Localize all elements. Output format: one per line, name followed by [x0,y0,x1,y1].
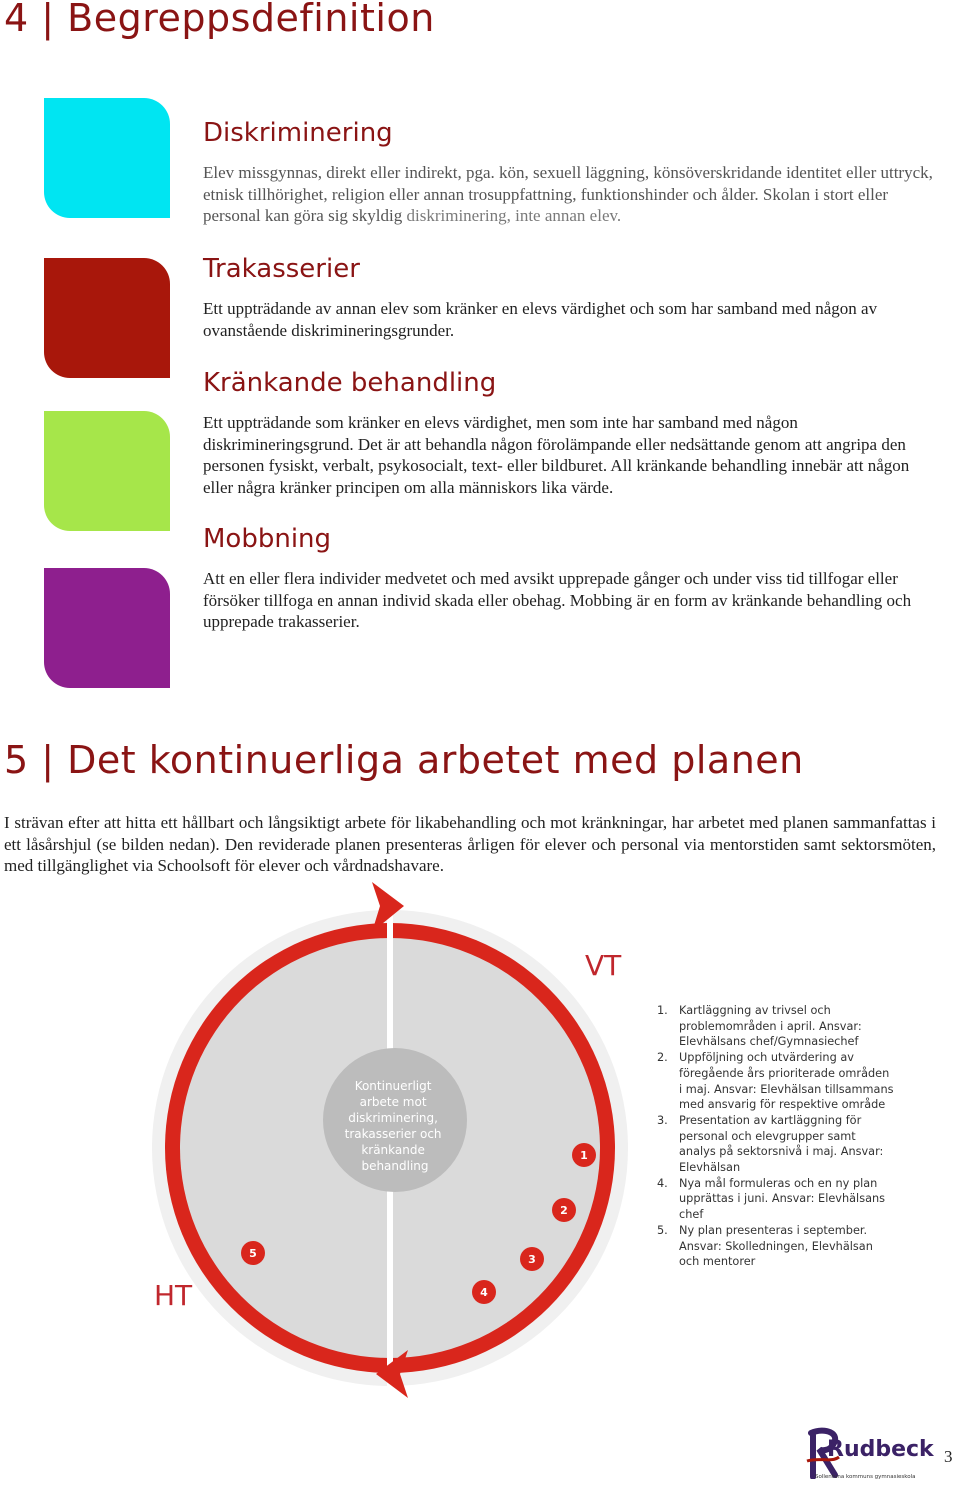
wheel-steps-list [655,1003,895,1270]
definition-diskriminering [203,118,933,227]
definition-text: Ett uppträdande av annan elev som kränker en elevs värdighet och som har samband med någon av ovanstående diskrimineringsgrunder. [203,299,878,340]
center-line: arbete mot [359,1095,427,1109]
definition-title: Kränkande behandling [203,368,497,398]
center-line: behandling [361,1159,429,1173]
definition-trakasserier [203,254,933,341]
label-ht: HT [154,1279,193,1312]
step-text: Presentation av kartläggning för personal och elevgrupper samt analys på sektorsnivå i maj. Ansvar: Elevhälsan [679,1113,884,1175]
step-number: 5. [657,1223,668,1237]
definition-mobbning [203,524,933,633]
rudbeck-logo [805,1425,934,1485]
step-number: 3. [657,1113,668,1127]
wheel-step [655,1003,895,1050]
page-number: 3 [944,1447,953,1466]
wheel-step [655,1050,895,1113]
wheel-step [655,1113,895,1176]
section-5-intro: I strävan efter att hitta ett hållbart och långsiktigt arbete för likabehandling och mot kränkningar, har arbetet med planen sammanfattas i ett låsårshjul (se bilden nedan). Den reviderade planen presenteras årligen för elever och personal via mentorstiden samt sektorsmöten, med tillgänglighet via Schoolsoft för elever och vårdnadshavare. [4,813,936,875]
definition-text [203,162,933,227]
center-line: trakasserier och [344,1127,442,1141]
definition-text-grey: diskriminering, inte annan elev. [406,206,622,225]
marker-label: 1 [580,1149,588,1162]
step-text: Uppföljning och utvärdering av föregående års prioriterade områden i maj. Ansvar: Elevhälsan tillsammans med ansvarig för respektive område [679,1051,894,1112]
definition-text: Ett uppträdande som kränker en elevs värdighet, men som inte har samband med någon diskrimineringsgrund. Det är att behandla någon förolämpande eller nedsättande genom att angripa den personen fysiskt, verbalt, psykosocialt, text- eller bildburet. All kränkande behandling innebär att någon eller några kränker principen om alla människors lika värde. [203,413,910,497]
logo-tagline: Sollentuna kommuns gymnasieskola [815,1474,916,1480]
definition-title: Trakasserier [203,254,360,284]
definition-text-main: Elev missgynnas, direkt eller indirekt, pga. kön, sexuell läggning, könsöverskridande identitet eller uttryck, etnisk tillhörighet, religion eller annan trosuppfattning, funktionshinder och ålder. Skolan i stort eller personal kan göra sig skyldig [203,163,933,225]
definition-title: Mobbning [203,524,332,554]
color-tile-purple [44,568,170,688]
step-number: 2. [657,1051,668,1065]
wheel-step [655,1223,895,1270]
step-number: 1. [657,1004,668,1017]
definition-krankande-behandling [203,368,933,498]
marker-label: 2 [560,1204,568,1217]
center-line: Kontinuerligt [354,1079,432,1093]
color-tile-cyan [44,98,170,218]
color-tile-green [44,411,170,531]
marker-label: 3 [528,1253,536,1266]
step-text: Nya mål formuleras och en ny plan upprättas i juni. Ansvar: Elevhälsans chef [679,1176,886,1222]
wheel-step [655,1176,895,1223]
color-tile-red [44,258,170,378]
step-text: Kartläggning av trivsel och problemområden i april. Ansvar: Elevhälsans chef/Gymnasiechef [679,1004,862,1049]
logo-wordmark: Rudbeck [827,1437,934,1462]
year-wheel-diagram [140,880,640,1400]
center-line: kränkande [361,1143,425,1157]
marker-label: 5 [249,1247,257,1260]
step-number: 4. [657,1176,668,1190]
label-vt: VT [585,949,622,982]
section-5-heading: 5 | Det kontinuerliga arbetet med planen [4,738,804,782]
step-text: Ny plan presenteras i september. Ansvar: Skolledningen, Elevhälsan och mentorer [679,1223,873,1269]
marker-label: 4 [480,1286,488,1299]
definition-text: Att en eller flera individer medvetet och med avsikt upprepade gånger och under viss tid tillfogar eller försöker tillfoga en annan individ skada eller obehag. Mobbing är en form av kränkande behandling och upprepade trakasserier. [203,569,912,631]
section-4-heading: 4 | Begreppsdefinition [4,0,435,40]
center-line: diskriminering, [348,1111,438,1125]
definition-title: Diskriminering [203,118,393,148]
